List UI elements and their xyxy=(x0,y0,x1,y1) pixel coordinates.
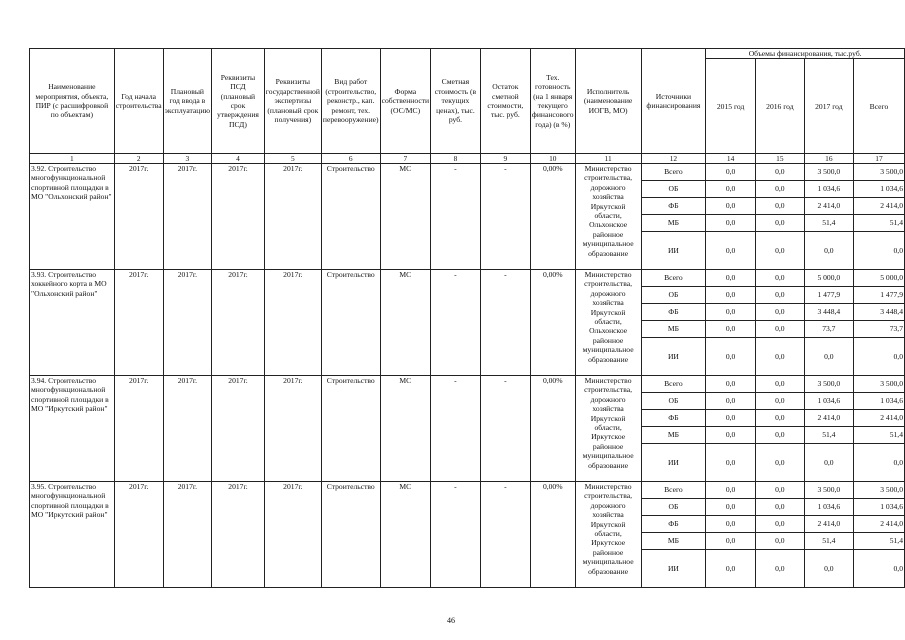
value-2015: 0,0 xyxy=(706,376,756,393)
page-number: 46 xyxy=(447,616,455,625)
header-expertise: Реквизиты государственной экспертизы (плановый срок получения) xyxy=(264,49,321,154)
value-total: 1 034,6 xyxy=(853,393,904,410)
value-2016: 0,0 xyxy=(755,198,804,215)
value-2015: 0,0 xyxy=(706,181,756,198)
column-number: 16 xyxy=(804,154,853,164)
header-work-type: Вид работ (строительство, реконстр., кап. ремонт, тех. перевооружение) xyxy=(321,49,380,154)
project-name: 3.94. Строительство многофункциональной спортивной площадки в МО "Иркутский район" xyxy=(30,376,115,482)
value-2017: 51,4 xyxy=(804,215,853,232)
column-number: 17 xyxy=(853,154,904,164)
funding-source: Всего xyxy=(641,376,706,393)
value-2016: 0,0 xyxy=(755,304,804,321)
column-number: 5 xyxy=(264,154,321,164)
value-2015: 0,0 xyxy=(706,164,756,181)
start-year: 2017г. xyxy=(114,482,163,588)
value-total: 3 500,0 xyxy=(853,482,904,499)
estimate-cost: - xyxy=(431,376,481,482)
funding-source: Всего xyxy=(641,482,706,499)
funding-source: ОБ xyxy=(641,393,706,410)
value-total: 1 034,6 xyxy=(853,499,904,516)
value-2016: 0,0 xyxy=(755,393,804,410)
work-type: Строительство xyxy=(321,482,380,588)
expertise-date: 2017г. xyxy=(264,482,321,588)
table-row xyxy=(30,482,905,499)
value-total: 0,0 xyxy=(853,550,904,588)
header-psd: Реквизиты ПСД (плановый срок утверждения ПСД) xyxy=(212,49,265,154)
executor: Министерство строительства, дорожного хозяйства Иркутской области, Ольхонское районное муниципальное образование xyxy=(575,270,641,376)
value-2015: 0,0 xyxy=(706,287,756,304)
value-2017: 0,0 xyxy=(804,338,853,376)
funding-source: ИИ xyxy=(641,232,706,270)
estimate-cost: - xyxy=(431,270,481,376)
psd-date: 2017г. xyxy=(212,376,265,482)
value-2015: 0,0 xyxy=(706,444,756,482)
value-2017: 2 414,0 xyxy=(804,410,853,427)
table-row xyxy=(30,376,905,393)
plan-year: 2017г. xyxy=(163,164,211,270)
header-ownership: Форма собственности (ОС/МС) xyxy=(380,49,430,154)
table-body xyxy=(30,164,905,588)
funding-source: МБ xyxy=(641,533,706,550)
value-2015: 0,0 xyxy=(706,304,756,321)
executor: Министерство строительства, дорожного хозяйства Иркутской области, Иркутское районное муниципальное образование xyxy=(575,482,641,588)
header-name: Наименование мероприятия, объекта, ПИР (с расшифровкой по объектам) xyxy=(30,49,115,154)
value-2017: 1 034,6 xyxy=(804,499,853,516)
value-2017: 3 500,0 xyxy=(804,482,853,499)
value-total: 1 034,6 xyxy=(853,181,904,198)
header-executor: Исполнитель (наименование ИОГВ, МО) xyxy=(575,49,641,154)
value-2017: 5 000,0 xyxy=(804,270,853,287)
remaining-cost: - xyxy=(480,376,530,482)
start-year: 2017г. xyxy=(114,270,163,376)
value-2016: 0,0 xyxy=(755,232,804,270)
funding-source: МБ xyxy=(641,215,706,232)
funding-source: ОБ xyxy=(641,287,706,304)
value-2016: 0,0 xyxy=(755,427,804,444)
executor: Министерство строительства, дорожного хозяйства Иркутской области, Ольхонское районное муниципальное образование xyxy=(575,164,641,270)
header-funding-group: Объемы финансирования, тыс.руб. xyxy=(706,49,905,59)
executor: Министерство строительства, дорожного хозяйства Иркутской области, Иркутское районное муниципальное образование xyxy=(575,376,641,482)
value-2016: 0,0 xyxy=(755,516,804,533)
value-total: 1 477,9 xyxy=(853,287,904,304)
value-2017: 51,4 xyxy=(804,427,853,444)
funding-source: ФБ xyxy=(641,304,706,321)
header-start-year: Год начала строительства xyxy=(114,49,163,154)
value-2016: 0,0 xyxy=(755,550,804,588)
column-number: 12 xyxy=(641,154,706,164)
value-total: 2 414,0 xyxy=(853,516,904,533)
psd-date: 2017г. xyxy=(212,482,265,588)
column-number: 10 xyxy=(530,154,575,164)
header-readiness: Тех. готовность (на 1 января текущего финансового года) (в %) xyxy=(530,49,575,154)
plan-year: 2017г. xyxy=(163,376,211,482)
value-2016: 0,0 xyxy=(755,321,804,338)
value-2017: 3 500,0 xyxy=(804,164,853,181)
funding-source: Всего xyxy=(641,164,706,181)
value-2015: 0,0 xyxy=(706,321,756,338)
remaining-cost: - xyxy=(480,164,530,270)
remaining-cost: - xyxy=(480,270,530,376)
expertise-date: 2017г. xyxy=(264,164,321,270)
value-total: 3 500,0 xyxy=(853,164,904,181)
value-total: 0,0 xyxy=(853,444,904,482)
value-2015: 0,0 xyxy=(706,270,756,287)
estimate-cost: - xyxy=(431,164,481,270)
value-2016: 0,0 xyxy=(755,533,804,550)
column-number: 11 xyxy=(575,154,641,164)
value-2016: 0,0 xyxy=(755,338,804,376)
value-2015: 0,0 xyxy=(706,516,756,533)
header-2015: 2015 год xyxy=(706,59,756,154)
ownership-form: МС xyxy=(380,164,430,270)
funding-table xyxy=(29,48,905,588)
value-total: 0,0 xyxy=(853,232,904,270)
value-2016: 0,0 xyxy=(755,410,804,427)
header-plan-year: Плановый год ввода в эксплуатацию xyxy=(163,49,211,154)
funding-source: ИИ xyxy=(641,550,706,588)
column-number: 14 xyxy=(706,154,756,164)
start-year: 2017г. xyxy=(114,376,163,482)
ownership-form: МС xyxy=(380,270,430,376)
value-2015: 0,0 xyxy=(706,533,756,550)
value-2016: 0,0 xyxy=(755,215,804,232)
value-total: 51,4 xyxy=(853,427,904,444)
readiness-percent: 0,00% xyxy=(530,376,575,482)
value-2017: 0,0 xyxy=(804,232,853,270)
work-type: Строительство xyxy=(321,270,380,376)
value-2017: 1 034,6 xyxy=(804,393,853,410)
value-2015: 0,0 xyxy=(706,499,756,516)
value-total: 3 448,4 xyxy=(853,304,904,321)
funding-source: ИИ xyxy=(641,444,706,482)
funding-source: МБ xyxy=(641,321,706,338)
value-2016: 0,0 xyxy=(755,287,804,304)
column-number: 2 xyxy=(114,154,163,164)
ownership-form: МС xyxy=(380,376,430,482)
value-2015: 0,0 xyxy=(706,198,756,215)
column-number: 1 xyxy=(30,154,115,164)
value-2017: 73,7 xyxy=(804,321,853,338)
work-type: Строительство xyxy=(321,376,380,482)
project-name: 3.93. Строительство хоккейного корта в МО "Ольхонский район" xyxy=(30,270,115,376)
value-total: 5 000,0 xyxy=(853,270,904,287)
funding-source: ФБ xyxy=(641,198,706,215)
plan-year: 2017г. xyxy=(163,482,211,588)
value-2015: 0,0 xyxy=(706,410,756,427)
value-total: 0,0 xyxy=(853,338,904,376)
funding-source: ОБ xyxy=(641,499,706,516)
header-2016: 2016 год xyxy=(755,59,804,154)
project-name: 3.95. Строительство многофункциональной спортивной площадки в МО "Иркутский район" xyxy=(30,482,115,588)
value-2017: 1 477,9 xyxy=(804,287,853,304)
start-year: 2017г. xyxy=(114,164,163,270)
expertise-date: 2017г. xyxy=(264,270,321,376)
value-2015: 0,0 xyxy=(706,427,756,444)
header-2017: 2017 год xyxy=(804,59,853,154)
value-total: 2 414,0 xyxy=(853,410,904,427)
value-2016: 0,0 xyxy=(755,444,804,482)
value-2015: 0,0 xyxy=(706,232,756,270)
funding-source: Всего xyxy=(641,270,706,287)
value-2017: 0,0 xyxy=(804,444,853,482)
readiness-percent: 0,00% xyxy=(530,270,575,376)
readiness-percent: 0,00% xyxy=(530,164,575,270)
value-2016: 0,0 xyxy=(755,181,804,198)
expertise-date: 2017г. xyxy=(264,376,321,482)
value-2015: 0,0 xyxy=(706,550,756,588)
funding-source: ОБ xyxy=(641,181,706,198)
value-2015: 0,0 xyxy=(706,215,756,232)
value-2016: 0,0 xyxy=(755,482,804,499)
table-row xyxy=(30,164,905,181)
column-number: 3 xyxy=(163,154,211,164)
value-2017: 0,0 xyxy=(804,550,853,588)
value-2017: 2 414,0 xyxy=(804,198,853,215)
value-total: 73,7 xyxy=(853,321,904,338)
value-2015: 0,0 xyxy=(706,482,756,499)
value-total: 51,4 xyxy=(853,215,904,232)
value-total: 2 414,0 xyxy=(853,198,904,215)
estimate-cost: - xyxy=(431,482,481,588)
column-number: 9 xyxy=(480,154,530,164)
value-2016: 0,0 xyxy=(755,270,804,287)
funding-source: ФБ xyxy=(641,516,706,533)
value-2016: 0,0 xyxy=(755,376,804,393)
psd-date: 2017г. xyxy=(212,164,265,270)
readiness-percent: 0,00% xyxy=(530,482,575,588)
table-row xyxy=(30,270,905,287)
value-2017: 1 034,6 xyxy=(804,181,853,198)
funding-source: ФБ xyxy=(641,410,706,427)
header-total: Всего xyxy=(853,59,904,154)
funding-source: МБ xyxy=(641,427,706,444)
column-number: 6 xyxy=(321,154,380,164)
value-2016: 0,0 xyxy=(755,164,804,181)
work-type: Строительство xyxy=(321,164,380,270)
value-2015: 0,0 xyxy=(706,338,756,376)
value-total: 3 500,0 xyxy=(853,376,904,393)
plan-year: 2017г. xyxy=(163,270,211,376)
value-total: 51,4 xyxy=(853,533,904,550)
header-remainder: Остаток сметной стоимости, тыс. руб. xyxy=(480,49,530,154)
funding-source: ИИ xyxy=(641,338,706,376)
column-number: 7 xyxy=(380,154,430,164)
value-2017: 51,4 xyxy=(804,533,853,550)
ownership-form: МС xyxy=(380,482,430,588)
column-number: 15 xyxy=(755,154,804,164)
value-2016: 0,0 xyxy=(755,499,804,516)
column-number: 8 xyxy=(431,154,481,164)
column-number: 4 xyxy=(212,154,265,164)
psd-date: 2017г. xyxy=(212,270,265,376)
header-estimate: Сметная стоимость (в текущих ценах), тыс. руб. xyxy=(431,49,481,154)
remaining-cost: - xyxy=(480,482,530,588)
value-2017: 3 448,4 xyxy=(804,304,853,321)
column-numbers-row xyxy=(30,154,905,164)
header-sources: Источники финансирования xyxy=(641,49,706,154)
value-2017: 2 414,0 xyxy=(804,516,853,533)
value-2017: 3 500,0 xyxy=(804,376,853,393)
value-2015: 0,0 xyxy=(706,393,756,410)
project-name: 3.92. Строительство многофункциональной спортивной площадки в МО "Ольхонский район" xyxy=(30,164,115,270)
